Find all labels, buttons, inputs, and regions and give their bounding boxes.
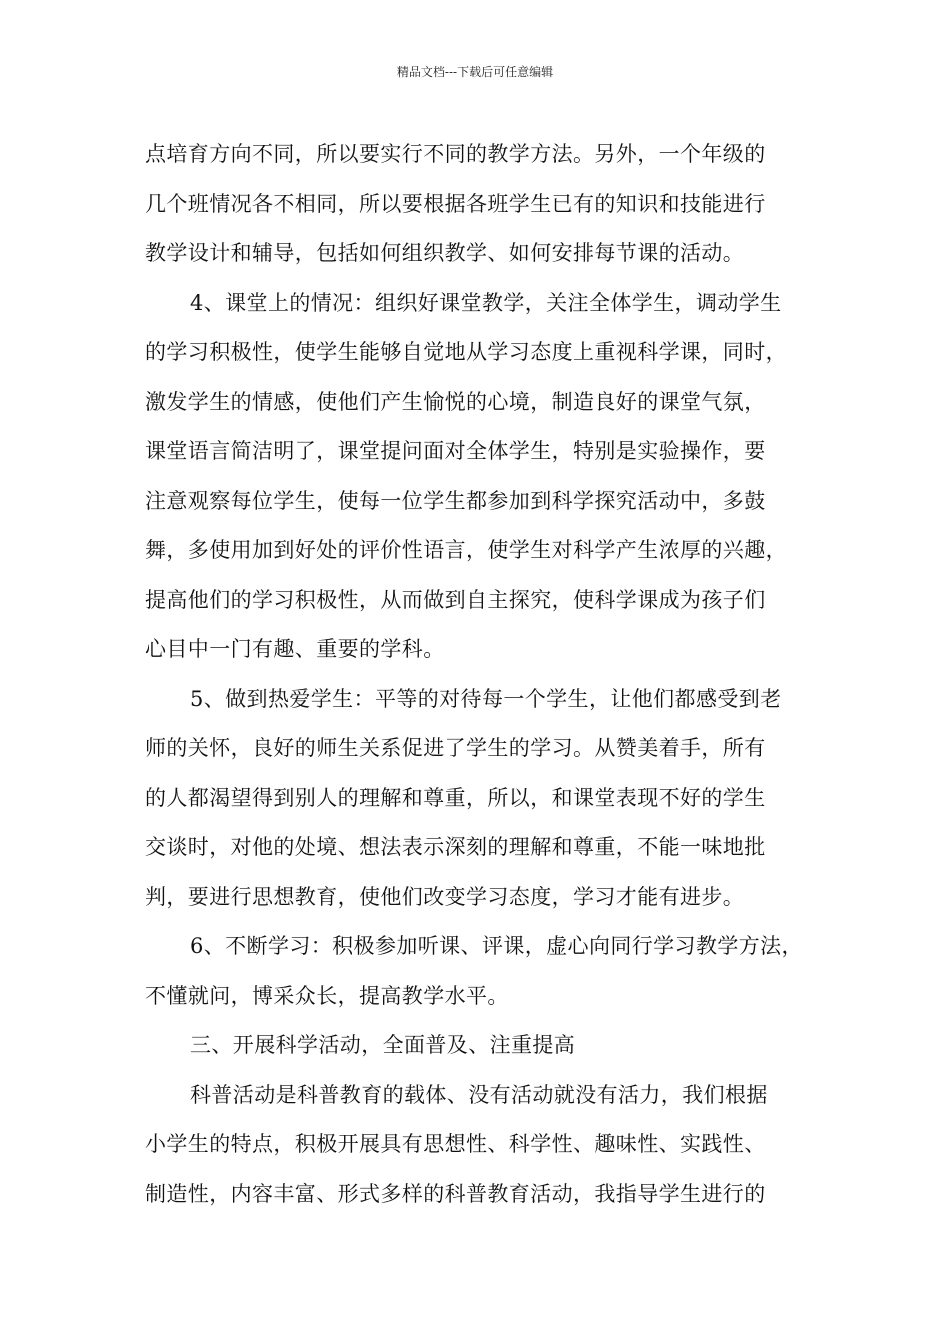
- text-line: 科普活动是科普教育的载体、没有活动就没有活力，我们根据: [190, 1082, 768, 1107]
- text-line: 舞，多使用加到好处的评价性语言，使学生对科学产生浓厚的兴趣，: [145, 538, 787, 562]
- text-line: 激发学生的情感，使他们产生愉悦的心境，制造良好的课堂气氛，: [145, 389, 766, 414]
- text-line: 点培育方向不同，所以要实行不同的教学方法。另外，一个年级的: [145, 142, 766, 166]
- text-line: 教学设计和辅导，包括如何组织教学、如何安排每节课的活动。: [145, 241, 745, 265]
- text-line: 的学习积极性，使学生能够自觉地从学习态度上重视科学课，同时，: [145, 340, 787, 364]
- text-line: 的人都渴望得到别人的理解和尊重，所以，和课堂表现不好的学生: [145, 785, 766, 810]
- text-line: 判，要进行思想教育，使他们改变学习态度，学习才能有进步。: [145, 884, 745, 909]
- text-line: 三、开展科学活动，全面普及、注重提高: [190, 1033, 576, 1057]
- text-line: 5、做到热爱学生：平等的对待每一个学生，让他们都感受到老: [190, 686, 782, 711]
- text-line: 不懂就问，博采众长，提高教学水平。: [145, 983, 509, 1008]
- text-line: 几个班情况各不相同，所以要根据各班学生已有的知识和技能进行: [145, 191, 766, 216]
- text-line: 师的关怀，良好的师生关系促进了学生的学习。从赞美着手，所有: [145, 736, 766, 760]
- text-line: 4、课堂上的情况：组织好课堂教学，关注全体学生，调动学生: [190, 290, 782, 315]
- text-line: 交谈时，对他的处境、想法表示深刻的理解和尊重，不能一味地批: [145, 835, 766, 859]
- text-line: 心目中一门有趣、重要的学科。: [145, 637, 445, 661]
- text-line: 提高他们的学习积极性，从而做到自主探究，使科学课成为孩子们: [145, 587, 766, 612]
- text-line: 注意观察每位学生，使每一位学生都参加到科学探究活动中，多鼓: [145, 488, 766, 513]
- text-line: 小学生的特点，积极开展具有思想性、科学性、趣味性、实践性、: [145, 1132, 766, 1156]
- text-line: 课堂语言简洁明了，课堂提问面对全体学生，特别是实验操作，要: [145, 439, 766, 463]
- document-body: [145, 130, 825, 1219]
- text-line: 6、不断学习：积极参加听课、评课，虚心向同行学习教学方法，: [190, 934, 803, 958]
- page-header: 精品文档---下载后可任意编辑: [396, 65, 554, 79]
- text-line: 制造性，内容丰富、形式多样的科普教育活动，我指导学生进行的: [145, 1181, 766, 1206]
